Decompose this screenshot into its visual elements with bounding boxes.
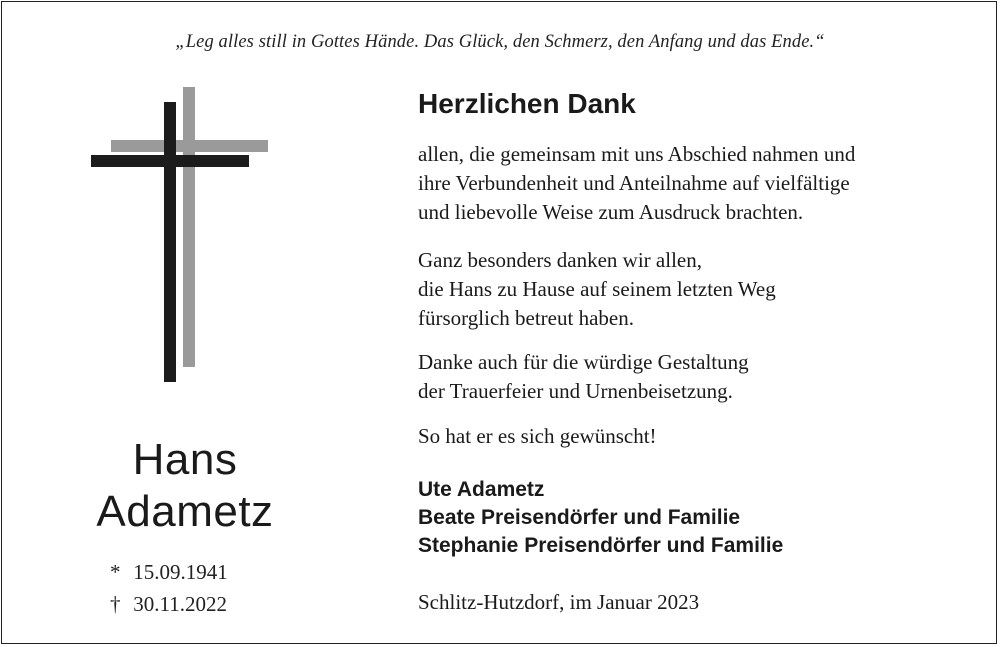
quote: „Leg alles still in Gottes Hände. Das Glück, den Schmerz, den Anfang und das Ende.“: [175, 32, 825, 52]
cross-back-vertical: [183, 87, 195, 367]
paragraph-line: ihre Verbundenheit und Anteilnahme auf vielfältige: [418, 171, 850, 195]
death-symbol: †: [110, 592, 121, 616]
deceased-last-name: Adametz: [96, 487, 274, 536]
paragraph-line: So hat er es sich gewünscht!: [418, 424, 657, 448]
paragraph-line: die Hans zu Hause auf seinem letzten Weg: [418, 277, 776, 301]
paragraph-1: [418, 140, 988, 227]
place-date: Schlitz-Hutzdorf, im Januar 2023: [418, 590, 700, 614]
birth-date: 15.09.1941: [133, 560, 228, 584]
death-date-line: [110, 592, 227, 617]
birth-symbol: *: [110, 560, 121, 584]
paragraph-line: fürsorglich betreut haben.: [418, 306, 634, 330]
cross-front-horizontal: [91, 155, 249, 167]
paragraph-line: Danke auch für die würdige Gestaltung: [418, 350, 749, 374]
thanks-heading: Herzlichen Dank: [418, 88, 636, 119]
paragraph-3: [418, 348, 988, 406]
birth-date-line: [110, 560, 228, 585]
deceased-first-name: Hans: [132, 435, 238, 484]
signer: Beate Preisendörfer und Familie: [418, 506, 741, 529]
paragraph-2: [418, 246, 988, 333]
signers: [418, 476, 988, 560]
cross-back-horizontal: [111, 140, 268, 152]
paragraph-line: der Trauerfeier und Urnenbeisetzung.: [418, 379, 733, 403]
cross-front-vertical: [164, 102, 176, 382]
paragraph-line: Ganz besonders danken wir allen,: [418, 248, 702, 272]
cross-icon: [85, 85, 275, 385]
paragraph-line: allen, die gemeinsam mit uns Abschied nahmen und: [418, 142, 856, 166]
signer: Stephanie Preisendörfer und Familie: [418, 534, 784, 557]
paragraph-line: und liebevolle Weise zum Ausdruck brachten.: [418, 200, 804, 224]
paragraph-4: [418, 422, 988, 451]
signer: Ute Adametz: [418, 478, 545, 501]
death-date: 30.11.2022: [133, 592, 227, 616]
